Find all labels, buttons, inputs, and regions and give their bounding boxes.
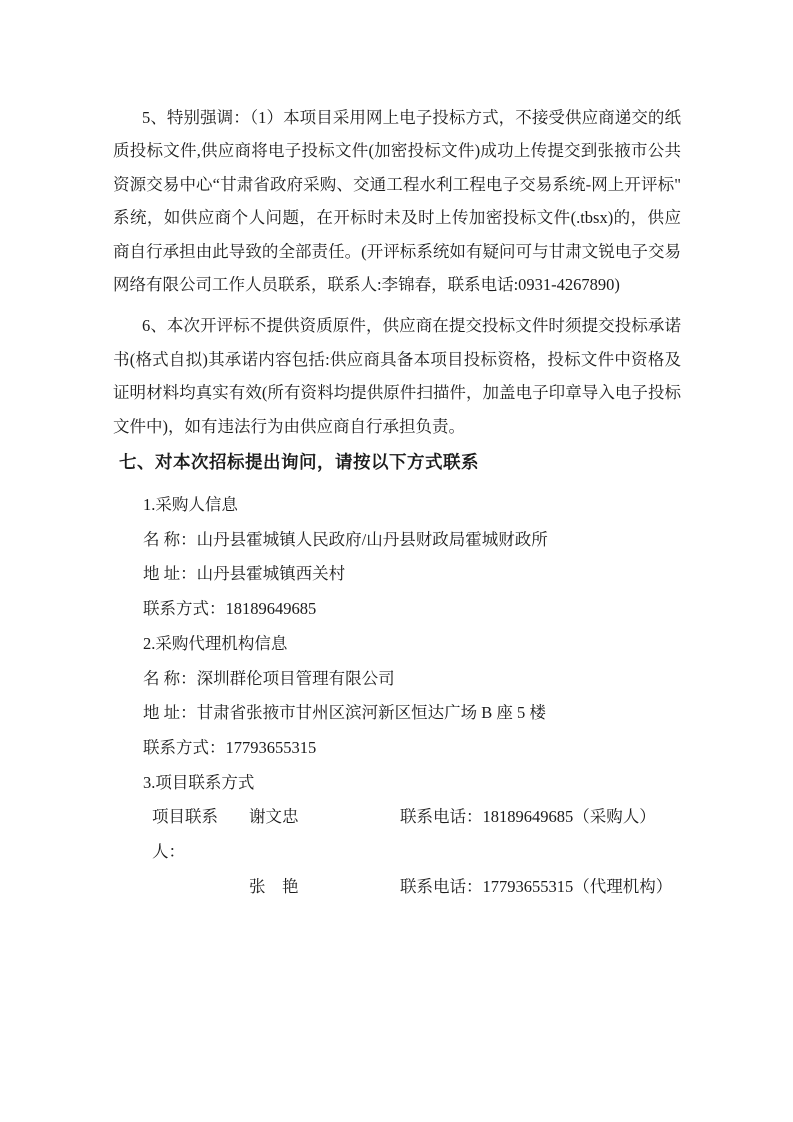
paragraph-line: 质投标文件,供应商将电子投标文件(加密投标文件)成功上传提交到张掖市公共 xyxy=(113,141,681,161)
contact-item: 名 称：山丹县霍城镇人民政府/山丹县财政局霍城财政所 xyxy=(143,529,548,549)
project-contact-phone: 联系电话：17793655315（代理机构） xyxy=(400,876,673,896)
paragraph-line: 书(格式自拟)其承诺内容包括:供应商具备本项目投标资格，投标文件中资格及 xyxy=(113,349,681,369)
project-contact-phone: 联系电话：18189649685（采购人） xyxy=(400,807,656,827)
project-contact-row xyxy=(113,870,681,905)
project-contacts xyxy=(113,800,681,904)
para-item-6 xyxy=(113,309,681,443)
contact-section xyxy=(113,488,681,904)
paragraph-line: 网络有限公司工作人员联系，联系人:李锦春，联系电话:0931-4267890) xyxy=(113,275,620,295)
section-heading: 七、对本次招标提出询问，请按以下方式联系 xyxy=(119,452,479,473)
project-contact-name: 谢文忠 xyxy=(249,807,299,827)
page-content xyxy=(113,101,681,905)
paragraph-line: 资源交易中心“甘肃省政府采购、交通工程水利工程电子交易系统-网上开评标" xyxy=(113,174,681,194)
paragraph-line: 5、特别强调：（1）本项目采用网上电子投标方式，不接受供应商递交的纸 xyxy=(142,108,681,127)
paragraphs xyxy=(113,101,681,443)
contact-item: 地 址：山丹县霍城镇西关村 xyxy=(143,564,346,584)
contact-item: 1.采购人信息 xyxy=(143,495,238,515)
contact-item: 联系方式：18189649685 xyxy=(143,599,317,619)
contact-item: 3.项目联系方式 xyxy=(143,772,255,792)
project-contact-label xyxy=(152,870,249,905)
paragraph-line: 商自行承担由此导致的全部责任。(开评标系统如有疑问可与甘肃文锐电子交易 xyxy=(113,241,681,261)
contact-item: 联系方式：17793655315 xyxy=(143,737,317,757)
project-contact-name: 张 艳 xyxy=(249,876,299,896)
project-contact-label: 项目联系人： xyxy=(152,807,218,862)
contact-item: 地 址：甘肃省张掖市甘州区滨河新区恒达广场 B 座 5 楼 xyxy=(143,703,546,723)
project-contact-row xyxy=(113,800,681,869)
paragraph-line: 文件中)，如有违法行为由供应商自行承担负责。 xyxy=(113,416,465,436)
contact-item: 2.采购代理机构信息 xyxy=(143,633,288,653)
contact-item: 名 称：深圳群伦项目管理有限公司 xyxy=(143,668,395,688)
paragraph-line: 6、本次开评标不提供资质原件，供应商在提交投标文件时须提交投标承诺 xyxy=(142,316,681,336)
paragraph-line: 系统，如供应商个人问题，在开标时未及时上传加密投标文件(.tbsx)的，供应 xyxy=(113,208,681,228)
paragraph-line: 证明材料均真实有效(所有资料均提供原件扫描件，加盖电子印章导入电子投标 xyxy=(113,383,681,403)
contact-list xyxy=(113,488,681,800)
para-item-5 xyxy=(113,101,681,301)
